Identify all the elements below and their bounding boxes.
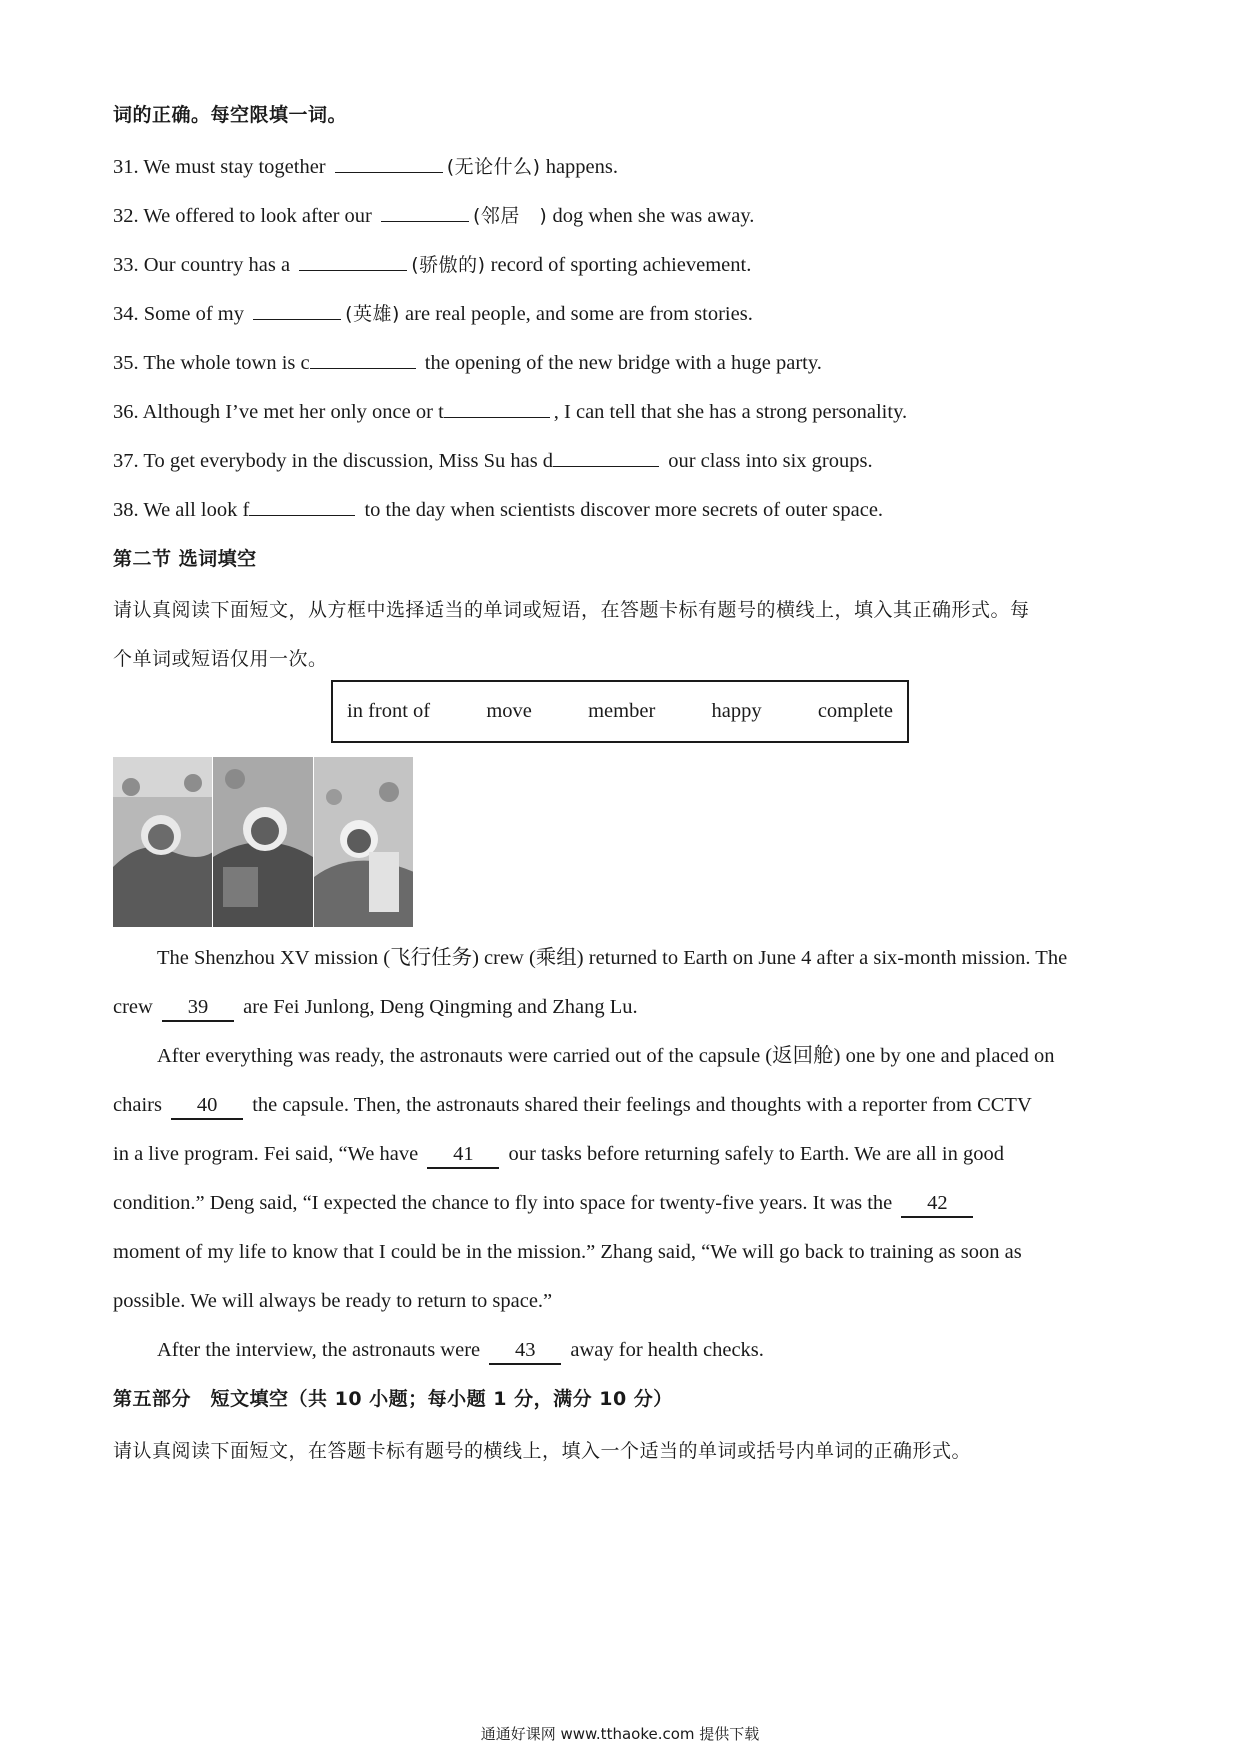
answer-blank-42[interactable]: 42	[901, 1191, 973, 1218]
q33-text-end: record of sporting achievement.	[485, 254, 752, 276]
passage-text: in a live program. Fei said, “We have	[113, 1143, 424, 1165]
passage-text: the capsule. Then, the astronauts shared their feelings and thoughts with a reporter from CCTV	[247, 1094, 1032, 1116]
q36-text-end: , I can tell that she has a strong personality.	[553, 401, 908, 423]
question-38	[113, 498, 1133, 523]
q35-text-end: the opening of the new bridge with a huge party.	[419, 352, 822, 374]
passage-text: are Fei Junlong, Deng Qingming and Zhang Lu.	[237, 996, 638, 1018]
q34-blank[interactable]	[253, 302, 341, 320]
answer-blank-39[interactable]: 39	[162, 995, 234, 1022]
passage-line: After everything was ready, the astronauts were carried out of the capsule (返回舱) one by one and placed on	[157, 1045, 1055, 1067]
q34-hint: (英雄)	[345, 303, 400, 325]
q38-text-end: to the day when scientists discover more secrets of outer space.	[359, 499, 884, 521]
part2-instruction-2: 个单词或短语仅用一次。	[113, 648, 328, 670]
passage-line	[113, 1093, 1133, 1120]
word-box-item: in front of	[347, 700, 431, 722]
question-32	[113, 204, 1133, 229]
question-36	[113, 400, 1133, 425]
passage-text: After the interview, the astronauts were	[157, 1339, 486, 1361]
passage-line	[113, 995, 1133, 1022]
q35-blank[interactable]	[310, 351, 416, 369]
question-37	[113, 449, 1133, 474]
q34-text-end: are real people, and some are from stories.	[399, 303, 753, 325]
passage-line	[157, 1338, 1177, 1365]
passage-text: chairs	[113, 1094, 168, 1116]
question-33	[113, 253, 1133, 278]
q32-text: 32. We offered to look after our	[113, 205, 378, 227]
passage-line	[113, 1191, 1133, 1218]
part5-title: 第五部分 短文填空（共 10 小题；每小题 1 分，满分 10 分）	[113, 1388, 673, 1410]
q35-text: 35. The whole town is c	[113, 352, 310, 374]
q31-text-end: happens.	[540, 156, 619, 178]
passage-text: our tasks before returning safely to Earth. We are all in good	[503, 1143, 1004, 1165]
passage-line: moment of my life to know that I could be in the mission.” Zhang said, “We will go back to training as soon as	[113, 1241, 1022, 1263]
word-box-item: complete	[817, 700, 893, 722]
answer-blank-41[interactable]: 41	[427, 1142, 499, 1169]
word-box	[331, 680, 909, 743]
q38-blank[interactable]	[249, 498, 355, 516]
passage-text: crew	[113, 996, 158, 1018]
q37-text-end: our class into six groups.	[663, 450, 873, 472]
q32-text-end: dog when she was away.	[547, 205, 755, 227]
q36-text: 36. Although I’ve met her only once or t	[113, 401, 444, 423]
astronaut-photo	[213, 757, 313, 927]
q36-blank[interactable]	[444, 400, 550, 418]
section-intro: 词的正确。每空限填一词。	[113, 104, 348, 126]
q38-text: 38. We all look f	[113, 499, 250, 521]
part2-instruction-1: 请认真阅读下面短文，从方框中选择适当的单词或短语，在答题卡标有题号的横线上，填入其正确形式。每	[113, 599, 1030, 621]
answer-blank-40[interactable]: 40	[171, 1093, 243, 1120]
passage-text: condition.” Deng said, “I expected the chance to fly into space for twenty-five years. It was the	[113, 1192, 898, 1214]
word-box-item: move	[486, 700, 532, 722]
astronaut-photos	[113, 757, 413, 927]
q33-blank[interactable]	[299, 253, 407, 271]
passage-line: possible. We will always be ready to return to space.”	[113, 1290, 553, 1312]
question-34	[113, 302, 1133, 327]
passage-text: away for health checks.	[565, 1339, 764, 1361]
part5-instruction: 请认真阅读下面短文，在答题卡标有题号的横线上，填入一个适当的单词或括号内单词的正确形式。	[113, 1440, 972, 1462]
passage-line: The Shenzhou XV mission (飞行任务) crew (乘组) returned to Earth on June 4 after a six-month mission. The	[157, 947, 1068, 969]
question-31	[113, 155, 1133, 180]
q33-text: 33. Our country has a	[113, 254, 296, 276]
q32-hint: (邻居 )	[473, 205, 548, 227]
q31-hint: (无论什么)	[446, 156, 541, 178]
q31-text: 31. We must stay together	[113, 156, 331, 178]
q34-text: 34. Some of my	[113, 303, 250, 325]
passage-line	[113, 1142, 1133, 1169]
word-box-item: happy	[711, 700, 762, 722]
q37-blank[interactable]	[553, 449, 659, 467]
astronaut-photo	[113, 757, 213, 927]
q32-blank[interactable]	[381, 204, 469, 222]
answer-blank-43[interactable]: 43	[489, 1338, 561, 1365]
word-box-item: member	[588, 700, 656, 722]
question-35	[113, 351, 1133, 376]
page-footer: 通通好课网 www.tthaoke.com 提供下载	[480, 1725, 760, 1743]
q37-text: 37. To get everybody in the discussion, Miss Su has d	[113, 450, 554, 472]
q31-blank[interactable]	[335, 155, 443, 173]
q33-hint: (骄傲的)	[411, 254, 486, 276]
astronaut-photo	[314, 757, 413, 927]
part2-title: 第二节 选词填空	[113, 548, 257, 570]
